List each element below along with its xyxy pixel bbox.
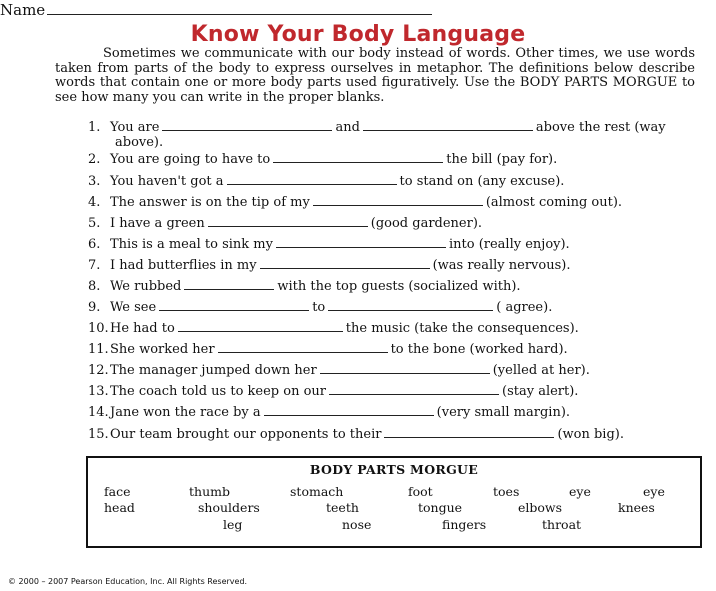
question-text: and bbox=[335, 120, 360, 135]
question-text: Jane won the race by a bbox=[110, 405, 261, 420]
question-number: 4. bbox=[88, 195, 101, 210]
question-number: 13. bbox=[88, 384, 109, 399]
answer-blank[interactable] bbox=[320, 361, 490, 374]
question-text: the music (take the consequences). bbox=[345, 321, 579, 336]
question-item bbox=[88, 403, 713, 420]
question-text: ( agree). bbox=[496, 300, 553, 315]
morgue-word: stomach bbox=[290, 484, 344, 499]
question-number: 1. bbox=[88, 120, 101, 135]
question-text: You are going to have to bbox=[110, 152, 271, 167]
answer-blank[interactable] bbox=[329, 382, 499, 395]
page-title: Know Your Body Language bbox=[190, 22, 526, 47]
question-item bbox=[88, 214, 713, 231]
question-text: into (really enjoy). bbox=[448, 237, 570, 252]
answer-blank[interactable] bbox=[162, 118, 332, 131]
morgue-word: eye bbox=[569, 484, 591, 499]
question-number: 11. bbox=[88, 342, 109, 357]
question-item bbox=[88, 172, 713, 189]
question-number: 3. bbox=[88, 174, 101, 189]
question-number: 12. bbox=[88, 363, 109, 378]
question-text: The coach told us to keep on our bbox=[110, 384, 326, 399]
question-text: (was really nervous). bbox=[432, 258, 571, 273]
question-item bbox=[88, 340, 713, 357]
answer-blank[interactable] bbox=[178, 319, 343, 332]
question-text: She worked her bbox=[110, 342, 215, 357]
name-label: Name bbox=[0, 1, 46, 19]
question-text: (stay alert). bbox=[502, 384, 579, 399]
intro-text: Sometimes we communicate with our body instead of words. Other times, we use words taken from parts of the body to express ourselves in metaphor. The definitions below describe words that contain one or more body parts used figuratively. Use the BODY PARTS MORGUE to see how many you can write in the proper blanks. bbox=[55, 46, 695, 105]
question-text: The manager jumped down her bbox=[110, 363, 317, 378]
question-number: 10. bbox=[88, 321, 109, 336]
question-item bbox=[88, 425, 713, 442]
question-text: to bbox=[312, 300, 326, 315]
morgue-word: foot bbox=[408, 484, 433, 499]
question-item bbox=[88, 193, 713, 210]
intro-paragraph bbox=[55, 47, 695, 105]
question-number: 8. bbox=[88, 279, 101, 294]
question-item bbox=[88, 256, 713, 273]
morgue-word: shoulders bbox=[198, 500, 260, 515]
question-text: (yelled at her). bbox=[492, 363, 590, 378]
answer-blank[interactable] bbox=[260, 256, 430, 269]
answer-blank[interactable] bbox=[184, 277, 274, 290]
question-text: with the top guests (socialized with). bbox=[277, 279, 521, 294]
morgue-word: leg bbox=[223, 517, 243, 532]
question-item bbox=[88, 361, 713, 378]
body-parts-morgue bbox=[86, 456, 702, 548]
question-number: 2. bbox=[88, 152, 101, 167]
question-number: 6. bbox=[88, 237, 101, 252]
morgue-word: thumb bbox=[189, 484, 230, 499]
morgue-word: head bbox=[104, 500, 135, 515]
morgue-word: teeth bbox=[326, 500, 359, 515]
question-text: (almost coming out). bbox=[485, 195, 623, 210]
morgue-word: toes bbox=[493, 484, 520, 499]
name-blank[interactable] bbox=[47, 0, 432, 15]
answer-blank[interactable] bbox=[273, 150, 443, 163]
name-line bbox=[0, 0, 432, 19]
question-text: The answer is on the tip of my bbox=[110, 195, 310, 210]
question-text: (good gardener). bbox=[370, 216, 483, 231]
answer-blank[interactable] bbox=[313, 193, 483, 206]
morgue-title: BODY PARTS MORGUE bbox=[309, 462, 479, 477]
morgue-word: elbows bbox=[518, 500, 563, 515]
question-item bbox=[88, 118, 713, 150]
question-text: to stand on (any excuse). bbox=[399, 174, 565, 189]
question-text: to the bone (worked hard). bbox=[390, 342, 568, 357]
question-number: 14. bbox=[88, 405, 109, 420]
question-number: 7. bbox=[88, 258, 101, 273]
answer-blank[interactable] bbox=[227, 172, 397, 185]
question-item bbox=[88, 298, 713, 315]
question-item bbox=[88, 382, 713, 399]
question-text: You haven't got a bbox=[110, 174, 224, 189]
morgue-word: nose bbox=[342, 517, 372, 532]
question-text: We see bbox=[110, 300, 157, 315]
answer-blank[interactable] bbox=[264, 403, 434, 416]
morgue-word: knees bbox=[618, 500, 655, 515]
question-text: the bill (pay for). bbox=[446, 152, 558, 167]
morgue-word: eye bbox=[643, 484, 665, 499]
question-number: 9. bbox=[88, 300, 101, 315]
answer-blank[interactable] bbox=[384, 425, 554, 438]
question-text: This is a meal to sink my bbox=[110, 237, 273, 252]
morgue-word: face bbox=[104, 484, 131, 499]
answer-blank[interactable] bbox=[363, 118, 533, 131]
answer-blank[interactable] bbox=[159, 298, 309, 311]
morgue-word: tongue bbox=[418, 500, 463, 515]
answer-blank[interactable] bbox=[328, 298, 493, 311]
question-item bbox=[88, 277, 713, 294]
question-text: You are bbox=[110, 120, 160, 135]
question-number: 5. bbox=[88, 216, 101, 231]
answer-blank[interactable] bbox=[276, 235, 446, 248]
question-text: I had butterflies in my bbox=[110, 258, 257, 273]
question-text: (won big). bbox=[557, 427, 624, 442]
question-text: above the rest (way bbox=[535, 120, 666, 135]
question-text: He had to bbox=[110, 321, 175, 336]
question-text: Our team brought our opponents to their bbox=[110, 427, 382, 442]
question-text: We rubbed bbox=[110, 279, 182, 294]
question-text: I have a green bbox=[110, 216, 205, 231]
morgue-word: throat bbox=[542, 517, 582, 532]
question-item bbox=[88, 150, 713, 167]
answer-blank[interactable] bbox=[208, 214, 368, 227]
question-text: (very small margin). bbox=[436, 405, 571, 420]
question-item bbox=[88, 319, 713, 336]
question-item bbox=[88, 235, 713, 252]
morgue-word: fingers bbox=[442, 517, 487, 532]
copyright: © 2000 – 2007 Pearson Education, Inc. All Rights Reserved. bbox=[8, 577, 248, 586]
answer-blank[interactable] bbox=[218, 340, 388, 353]
question-number: 15. bbox=[88, 427, 109, 442]
question-text-continued: above). bbox=[115, 135, 164, 150]
